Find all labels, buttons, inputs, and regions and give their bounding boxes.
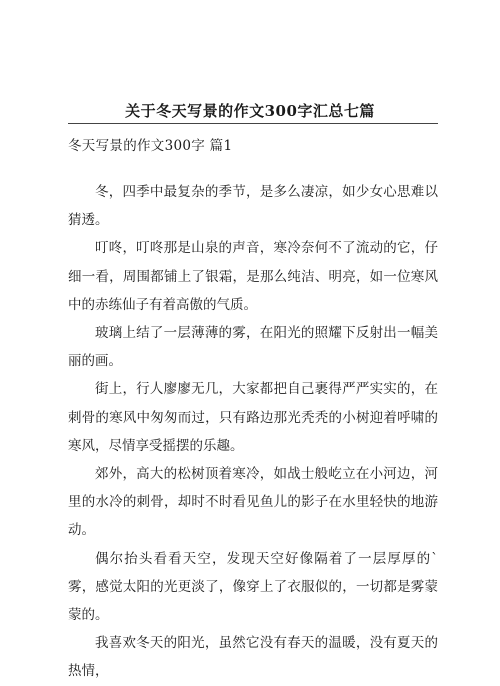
paragraph: 叮咚，叮咚那是山泉的声音，寒冷奈何不了流动的它，仔细一看，周围都铺上了银霜，是那么纯洁、明亮，如一位寒风中的赤练仙子有着高傲的气质。 — [68, 240, 438, 313]
paragraph: 街上，行人廖廖无几，大家都把自己裹得严严实实的，在刺骨的寒风中匆匆而过，只有路边那光秃秃的小树迎着呼啸的寒风，尽情享受摇摆的乐趣。 — [68, 381, 438, 454]
paragraph: 玻璃上结了一层薄薄的雾，在阳光的照耀下反射出一幅美丽的画。 — [68, 325, 438, 370]
paragraph: 我喜欢冬天的阳光，虽然它没有春天的温暖，没有夏天的热情， — [68, 635, 438, 680]
section-heading: 冬天写景的作文300字 篇1 — [68, 138, 233, 154]
paragraph: 郊外，高大的松树顶着寒冷，如战士般屹立在小河边，河里的水冷的刺骨，却时不时看见鱼儿的影子在水里轻快的地游动。 — [68, 466, 438, 539]
paragraph: 冬，四季中最复杂的季节，是多么凄凉，如少女心思难以猜透。 — [68, 184, 438, 229]
paragraph: 偶尔抬头看看天空，发现天空好像隔着了一层厚厚的`雾，感觉太阳的光更淡了，像穿上了衣服似的，一切都是雾蒙蒙的。 — [68, 550, 438, 624]
article-body — [68, 178, 438, 686]
title-divider — [68, 123, 438, 124]
document-title: 关于冬天写景的作文300字汇总七篇 — [125, 102, 375, 120]
